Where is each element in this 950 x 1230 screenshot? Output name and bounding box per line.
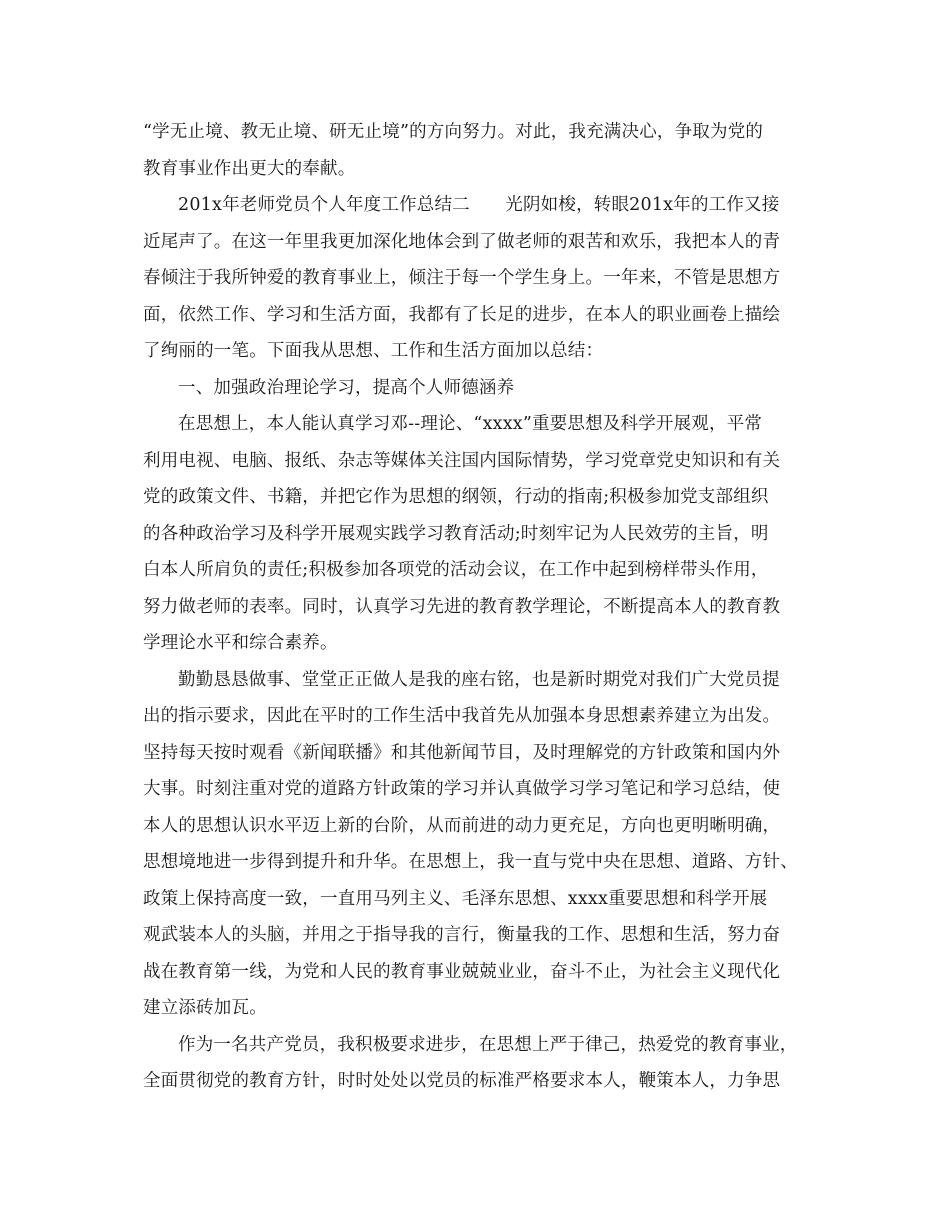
paragraph-line: 大事。时刻注重对党的道路方针政策的学习并认真做学习学习笔记和学习总结，使 bbox=[143, 779, 781, 799]
paragraph-line: 勤勤恳恳做事、堂堂正正做人是我的座右铭，也是新时期党对我们广大党员提 bbox=[178, 670, 780, 690]
paragraph-line: 在思想上，本人能认真学习邓--理论、“xxxx”重要思想及科学开展观，平常 bbox=[178, 414, 763, 434]
paragraph-line: 出的指示要求，因此在平时的工作生活中我首先从加强本身思想素养建立为出发。 bbox=[143, 706, 781, 726]
paragraph-line: 白本人所肩负的责任;积极参加各项党的活动会议，在工作中起到榜样带头作用， bbox=[143, 560, 769, 580]
paragraph-line: 教育事业作出更大的奉献。 bbox=[143, 159, 356, 179]
paragraph-line: 建立添砖加瓦。 bbox=[143, 998, 267, 1018]
paragraph-line: 了绚丽的一笔。下面我从思想、工作和生活方面加以总结： bbox=[143, 341, 604, 361]
paragraph-line: 春倾注于我所钟爱的教育事业上，倾注于每一个学生身上。一年来，不管是思想方 bbox=[143, 268, 781, 288]
paragraph-line: 面，依然工作、学习和生活方面，我都有了长足的进步，在本人的职业画卷上描绘 bbox=[143, 305, 781, 325]
paragraph-line: 近尾声了。在这一年里我更加深化地体会到了做老师的艰苦和欢乐，我把本人的青 bbox=[143, 232, 781, 252]
paragraph-line: 战在教育第一线，为党和人民的教育事业兢兢业业，奋斗不止，为社会主义现代化 bbox=[143, 962, 781, 982]
section-heading: 一、加强政治理论学习，提高个人师德涵养 bbox=[178, 378, 515, 398]
paragraph-line: 政策上保持高度一致，一直用马列主义、毛泽东思想、xxxx重要思想和科学开展 bbox=[143, 889, 768, 909]
paragraph-line: 的各种政治学习及科学开展观实践学习教育活动;时刻牢记为人民效劳的主旨，明 bbox=[143, 524, 769, 544]
paragraph-line: 作为一名共产党员，我积极要求进步，在思想上严于律己，热爱党的教育事业， bbox=[178, 1035, 798, 1055]
paragraph-line: 坚持每天按时观看《新闻联播》和其他新闻节目，及时理解党的方针政策和国内外 bbox=[143, 743, 781, 763]
paragraph-line: 本人的思想认识水平迈上新的台阶，从而前进的动力更充足，方向也更明晰明确， bbox=[143, 816, 781, 836]
paragraph-line: “学无止境、教无止境、研无止境”的方向努力。对此，我充满决心，争取为党的 bbox=[143, 122, 764, 142]
paragraph-line: 努力做老师的表率。同时，认真学习先进的教育教学理论，不断提高本人的教育教 bbox=[143, 597, 781, 617]
paragraph-line: 学理论水平和综合素养。 bbox=[143, 633, 338, 653]
paragraph-line: 思想境地进一步得到提升和升华。在思想上，我一直与党中央在思想、道路、方针、 bbox=[143, 852, 798, 872]
section-title-line: 201x年老师党员个人年度工作总结二 光阴如梭，转眼201x年的工作又接 bbox=[178, 195, 780, 215]
paragraph-line: 观武装本人的头脑，并用之于指导我的言行，衡量我的工作、思想和生活，努力奋 bbox=[143, 925, 781, 945]
paragraph-line: 党的政策文件、书籍，并把它作为思想的纲领，行动的指南;积极参加党支部组织 bbox=[143, 487, 769, 507]
paragraph-line: 利用电视、电脑、报纸、杂志等媒体关注国内国际情势，学习党章党史知识和有关 bbox=[143, 451, 781, 471]
paragraph-line: 全面贯彻党的教育方针，时时处处以党员的标准严格要求本人，鞭策本人，力争思 bbox=[143, 1071, 781, 1091]
